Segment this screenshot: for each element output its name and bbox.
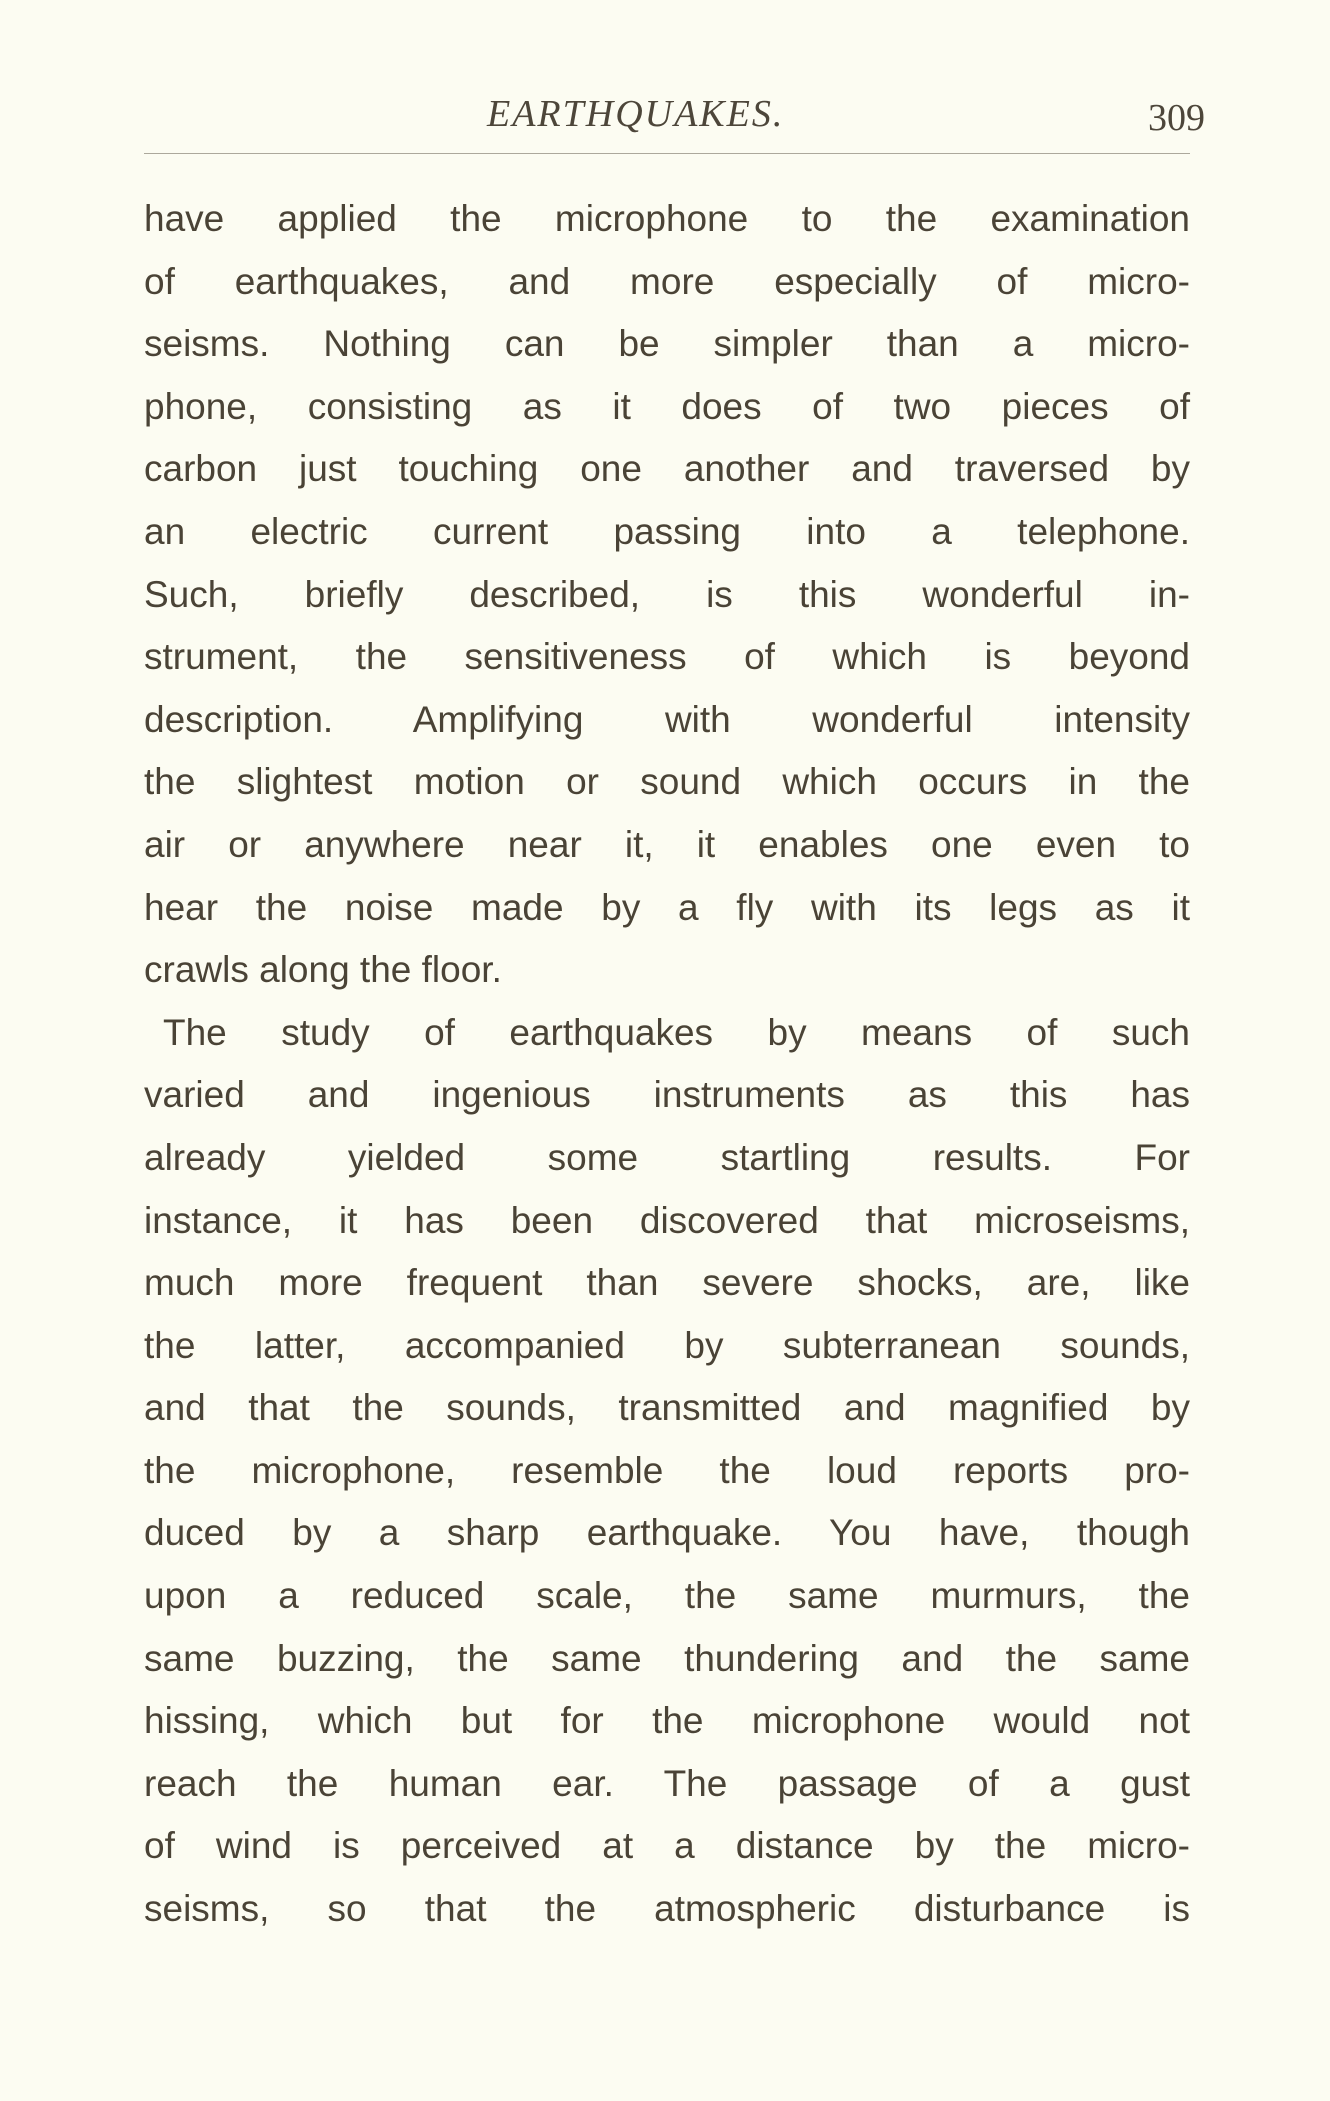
text-line: strument, the sensitiveness of which is beyond — [144, 636, 1190, 678]
text-line: hear the noise made by a fly with its legs as it — [144, 886, 1190, 928]
text-line: an electric current passing into a telephone. — [144, 510, 1190, 552]
text-line: and that the sounds, transmitted and magnified by — [144, 1387, 1190, 1429]
body-text — [144, 188, 1190, 1941]
running-title: EARTHQUAKES. — [487, 93, 785, 135]
text-line: The study of earthquakes by means of such — [163, 1011, 1190, 1053]
text-line: much more frequent than severe shocks, are, like — [144, 1262, 1190, 1304]
text-line: upon a reduced scale, the same murmurs, the — [144, 1575, 1190, 1617]
text-line: description. Amplifying with wonderful intensity — [144, 698, 1190, 740]
text-line: have applied the microphone to the examination — [144, 198, 1190, 239]
text-line: Such, briefly described, is this wonderful in- — [144, 573, 1190, 615]
text-line: phone, consisting as it does of two pieces of — [144, 385, 1190, 427]
text-line: the microphone, resemble the loud reports pro- — [144, 1449, 1190, 1491]
text-line: instance, it has been discovered that microseisms, — [144, 1199, 1190, 1241]
text-line: same buzzing, the same thundering and the same — [144, 1637, 1190, 1679]
text-line: carbon just touching one another and traversed by — [144, 448, 1190, 490]
text-line: duced by a sharp earthquake. You have, though — [144, 1512, 1190, 1554]
text-line: air or anywhere near it, it enables one even to — [144, 823, 1190, 865]
text-line: of wind is perceived at a distance by the micro- — [144, 1825, 1190, 1867]
text-line: the latter, accompanied by subterranean sounds, — [144, 1324, 1190, 1366]
header-rule — [144, 153, 1190, 154]
text-line: varied and ingenious instruments as this has — [144, 1074, 1190, 1116]
text-line: seisms. Nothing can be simpler than a micro- — [144, 323, 1190, 365]
text-line: seisms, so that the atmospheric disturbance is — [144, 1888, 1190, 1930]
text-line: hissing, which but for the microphone would not — [144, 1700, 1190, 1742]
page-number: 309 — [1148, 97, 1205, 139]
text-line: already yielded some startling results. For — [144, 1136, 1190, 1178]
text-line: the slightest motion or sound which occurs in the — [144, 761, 1190, 803]
running-head — [0, 92, 1330, 142]
text-line: crawls along the floor. — [144, 949, 502, 991]
text-line: of earthquakes, and more especially of micro- — [144, 260, 1190, 302]
text-line: reach the human ear. The passage of a gust — [144, 1762, 1190, 1804]
